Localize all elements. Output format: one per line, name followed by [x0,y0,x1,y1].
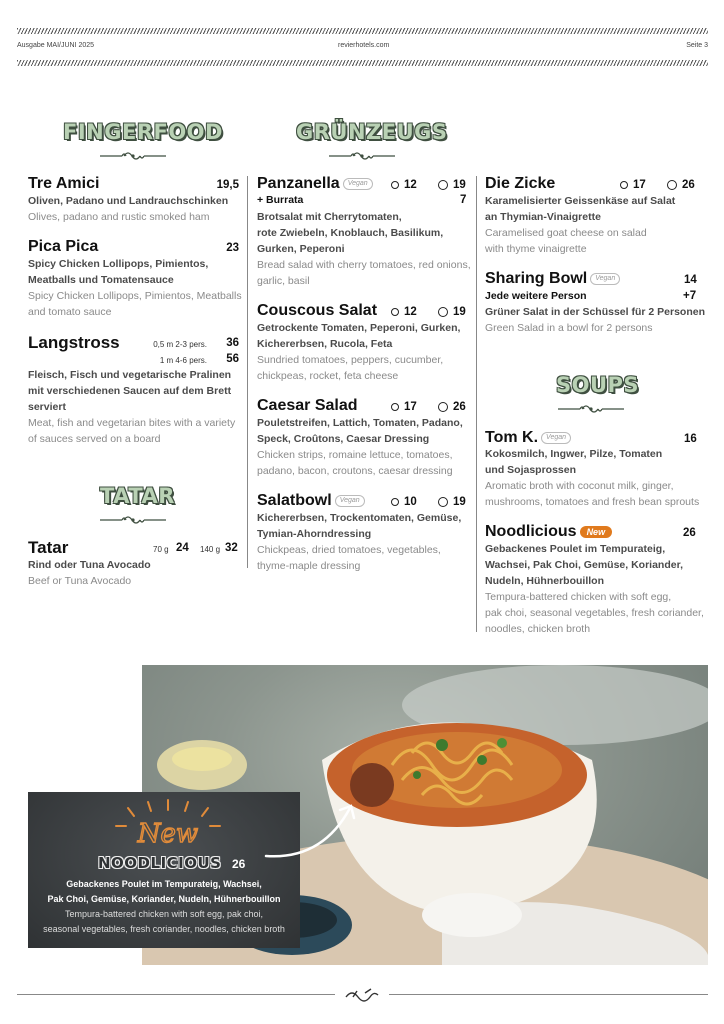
desc-de: Getrockente Tomaten, Peperoni, Gurken, [257,322,461,334]
desc-en: Meat, fish and vegetarian bites with a variety [28,417,236,429]
promo-desc-de: Pak Choi, Gemüse, Koriander, Nudeln, Hühnerbouillon [47,894,281,904]
item-name-pica-pica: Pica Pica [28,238,99,255]
footer-logo-icon [343,985,381,1003]
large-portion-icon [438,497,448,507]
desc-de: Meatballs und Tomatensauce [28,274,174,286]
item-name-caesar: Caesar Salad [257,397,358,414]
item-name-salatbowl: Salatbowl Vegan [257,492,365,510]
soups-heading: SOUPS [556,373,640,397]
item-name-tre-amici: Tre Amici [28,175,100,192]
price-zicke-large: 26 [667,179,695,191]
desc-de: Gurken, Peperoni [257,243,345,255]
desc-en: chickpeas, rocket, feta cheese [257,370,399,382]
desc-de: Wachsei, Pak Choi, Gemüse, Koriander, [485,559,684,571]
price-tom-k: 16 [684,433,697,445]
desc-de: Brotsalat mit Cherrytomaten, [257,211,402,223]
desc-de: Kichererbsen, Rucola, Feta [257,338,393,350]
desc-en: Chicken strips, romaine lettuce, tomatoes, [257,449,453,461]
vegan-tag: Vegan [590,273,620,285]
desc-de: serviert [28,401,66,413]
item-name-noodlicious: Noodlicious New [485,523,612,541]
site-label: revierhotels.com [338,42,390,49]
promo-chalkboard [28,792,300,948]
desc-en: Aromatic broth with coconut milk, ginger, [485,480,674,492]
item-name-sharing-bowl: Sharing Bowl Vegan [485,270,620,288]
extra-person: Jede weitere Person [485,290,587,302]
large-portion-icon [438,307,448,317]
price-salatbowl-large: 19 [438,496,466,508]
desc-en: Olives, padano and rustic smoked ham [28,211,210,223]
desc-en: Spicy Chicken Lollipops, Pimientos, Meatballs [28,290,242,302]
price-zicke-small: 17 [620,179,646,191]
page-number: Seite 3 [686,42,708,49]
footer-rule [389,994,708,995]
desc-en: with thyme vinaigrette [485,243,587,255]
desc-de: Pouletstreifen, Lattich, Tomaten, Padano, [257,417,463,429]
fingerfood-heading: FINGERFOOD [63,120,223,144]
desc-en: padano, bacon, croutons, caesar dressing [257,465,453,477]
promo-desc-en: Tempura-battered chicken with soft egg, pak choi, [64,909,264,919]
price-sharing-bowl: 14 [684,274,697,286]
promo-title: NOODLICIOUS [98,854,222,872]
small-portion-icon [391,498,399,506]
small-portion-icon [620,181,628,189]
vegan-tag: Vegan [343,178,373,190]
desc-en: Green Salad in a bowl for 2 persons [485,322,653,334]
arrow-icon [262,798,362,862]
item-name-couscous: Couscous Salat [257,302,378,319]
desc-en: Chickpeas, dried tomatoes, vegetables, [257,544,441,556]
size-tatar-1: 70 g [153,545,169,554]
item-name-panzanella: Panzanella Vegan [257,175,373,193]
desc-de: an Thymian-Vinaigrette [485,211,601,223]
desc-de: Kichererbsen, Trockentomaten, Gemüse, [257,512,462,524]
price-langstross-1: 36 [226,337,239,349]
ornament-icon [327,150,397,162]
tatar-heading: TATAR [100,484,175,508]
desc-de: Nudeln, Hühnerbouillon [485,575,604,587]
price-tatar-2: 32 [225,542,238,554]
desc-de: Rind oder Tuna Avocado [28,559,151,571]
size-langstross-2: 1 m 4-6 pers. [159,356,207,365]
price-extra-person: +7 [683,290,697,302]
gruenzeugs-heading: GRÜNZEUGS [296,120,448,144]
desc-en: of sauces served on a board [28,433,161,445]
desc-en: pak choi, seasonal vegetables, fresh coriander, [485,607,704,619]
size-tatar-2: 140 g [200,545,221,554]
top-hatch-rule [17,28,708,34]
item-name-die-zicke: Die Zicke [485,175,556,192]
desc-de: Karamelisierter Geissenkäse auf Salat [485,195,676,207]
price-caesar-small: 17 [391,401,417,413]
price-panzanella-small: 12 [391,179,417,191]
desc-de: Spicy Chicken Lollipops, Pimientos, [28,258,209,270]
desc-de: Kokosmilch, Ingwer, Pilze, Tomaten [485,448,663,460]
desc-en: garlic, basil [257,275,310,287]
desc-de: Speck, Croûtons, Caesar Dressing [257,433,430,445]
vegan-tag: Vegan [335,495,365,507]
desc-en: mushrooms, tomatoes and fresh bean sprouts [485,496,700,508]
large-portion-icon [438,180,448,190]
new-badge: New [580,526,613,538]
promo-desc-de: Gebackenes Poulet im Tempurateig, Wachsei, [66,879,262,889]
price-tatar-1: 24 [176,542,189,554]
ornament-icon [98,150,168,162]
price-panzanella-large: 19 [438,179,466,191]
price-tre-amici: 19,5 [216,179,239,191]
price-pica-pica: 23 [226,242,239,254]
size-langstross-1: 0,5 m 2-3 pers. [153,340,207,349]
price-langstross-2: 56 [226,353,239,365]
item-name-langstross: Langstross [28,333,120,352]
large-portion-icon [667,180,677,190]
desc-de: Grüner Salat in der Schüssel für 2 Personen [485,306,705,318]
extra-burrata: + Burrata [257,194,304,206]
desc-de: Gebackenes Poulet im Tempurateig, [485,543,666,555]
price-noodlicious: 26 [683,527,696,539]
small-portion-icon [391,308,399,316]
promo-desc-en: seasonal vegetables, fresh coriander, noodles, chicken broth [43,924,285,934]
price-couscous-large: 19 [438,306,466,318]
desc-de: mit verschiedenen Saucen auf dem Brett [28,385,232,397]
issue-label: Ausgabe MAI/JUNI 2025 [17,42,95,49]
desc-de: Fleisch, Fisch und vegetarische Pralinen [28,369,232,381]
vegan-tag: Vegan [541,432,571,444]
small-portion-icon [391,403,399,411]
desc-en: thyme-maple dressing [257,560,361,572]
desc-en: Caramelised goat cheese on salad [485,227,647,239]
column-divider [247,176,248,568]
footer-rule [17,994,335,995]
promo-script-new: New [137,819,199,849]
desc-en: Tempura-battered chicken with soft egg, [485,591,672,603]
desc-en: noodles, chicken broth [485,623,591,635]
desc-en: Bread salad with cherry tomatoes, red onions, [257,259,471,271]
new-script-illustration [108,798,228,856]
item-name-tatar: Tatar [28,538,69,557]
desc-en: Sundried tomatoes, peppers, cucumber, [257,354,444,366]
promo-price: 26 [231,857,246,871]
price-couscous-small: 12 [391,306,417,318]
column-divider [476,176,477,632]
header-hatch-rule [17,60,708,66]
ornament-icon [98,514,168,526]
desc-de: und Sojasprossen [485,464,577,476]
desc-en: Beef or Tuna Avocado [28,575,132,587]
ornament-icon [556,403,626,415]
price-salatbowl-small: 10 [391,496,417,508]
item-name-tom-k: Tom K. Vegan [485,429,571,447]
desc-de: rote Zwiebeln, Knoblauch, Basilikum, [257,227,444,239]
large-portion-icon [438,402,448,412]
desc-de: Oliven, Padano und Landrauchschinken [28,195,229,207]
price-burrata: 7 [460,194,467,206]
price-caesar-large: 26 [438,401,466,413]
small-portion-icon [391,181,399,189]
desc-de: Tymian-Ahorndressing [257,528,372,540]
desc-en: and tomato sauce [28,306,112,318]
